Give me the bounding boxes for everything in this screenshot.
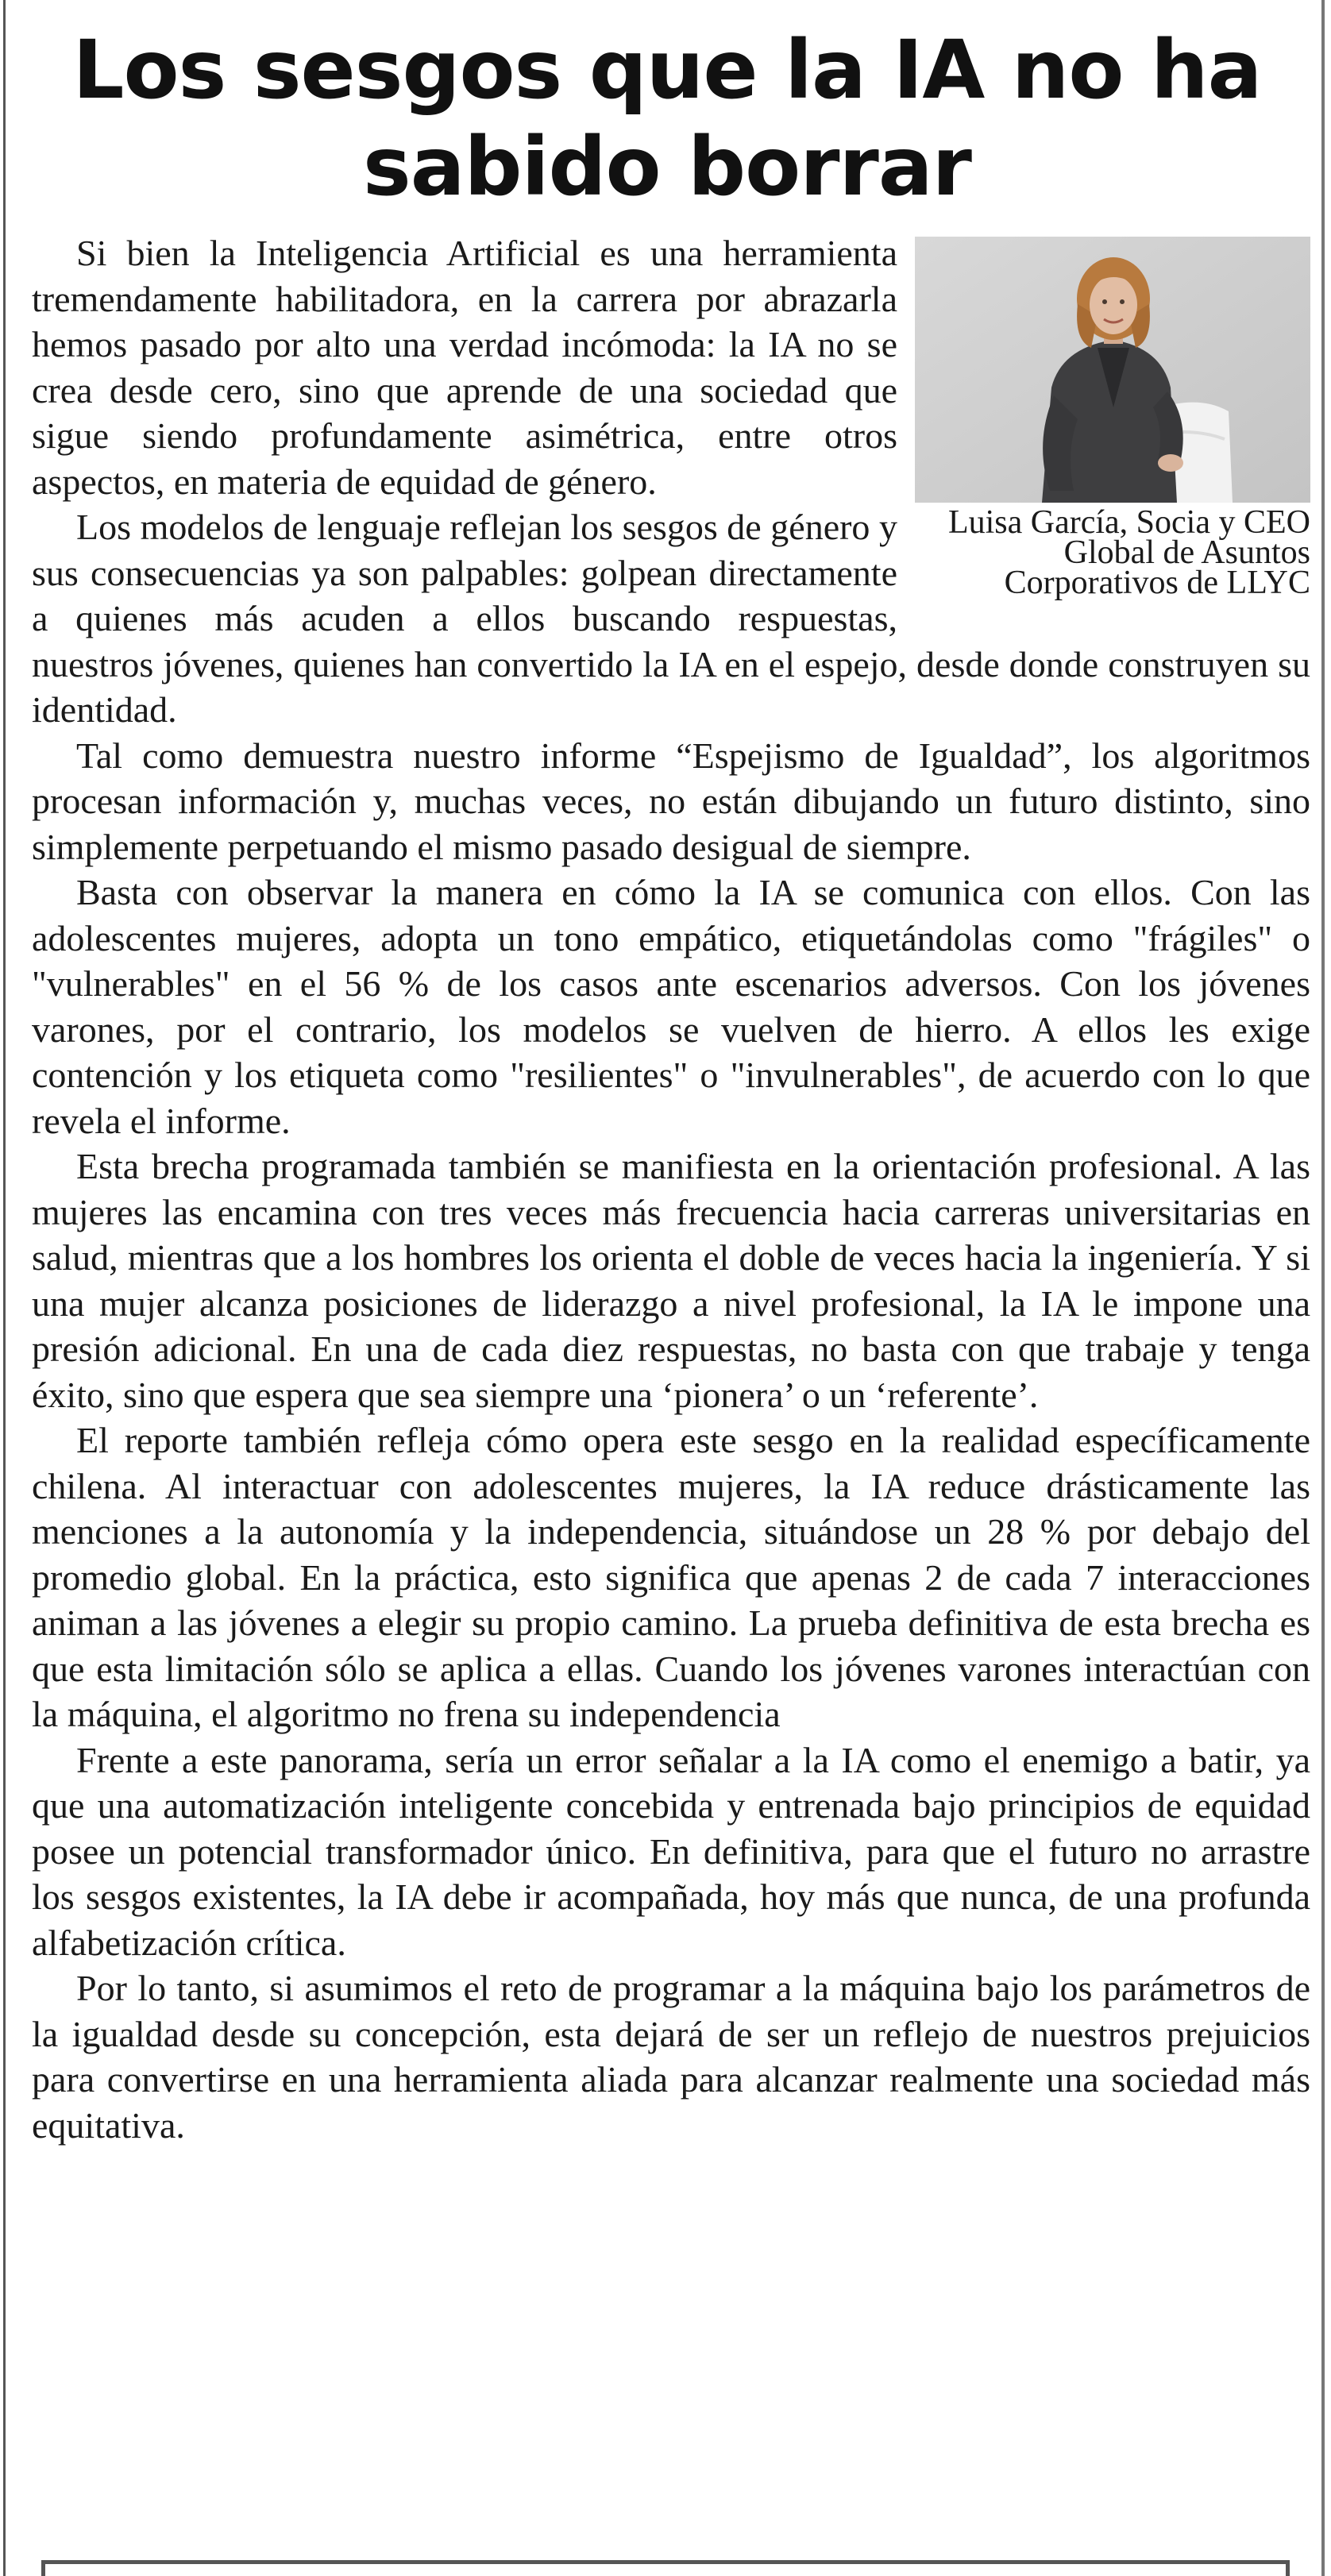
paragraph: Frente a este panorama, sería un error señalar a la IA como el enemigo a batir, ya que una automatización inteligente concebida y entrenada bajo principios de equidad posee un potencial transformador único. En definitiva, para que el futuro no arrastre los sesgos existentes, la IA debe ir acompañada, hoy más que nunca, de una profunda alfabetización crítica. bbox=[32, 1739, 1310, 1963]
paragraph: Esta brecha programada también se manifiesta en la orientación profesional. A las mujeres las encamina con tres veces más frecuencia hacia carreras universitarias en salud, mientras que a los hombres los orienta el doble de veces hacia la ingeniería. Y si una mujer alcanza posiciones de liderazgo a nivel profesional, la IA le impone una presión adicional. En una de cada diez respuestas, no basta con que trabaje y tenga éxito, sino que espera que sea siempre una ‘pionera’ o un ‘referente’. bbox=[32, 1146, 1310, 1415]
paragraph: Por lo tanto, si asumimos el reto de programar a la máquina bajo los parámetros de la igualdad desde su concepción, esta dejará de ser un reflejo de nuestros prejuicios para convertirse en una herramienta aliada para alcanzar realmente una sociedad más equitativa. bbox=[32, 1968, 1310, 2146]
paragraph: Los modelos de lenguaje reflejan los sesgos de género y sus consecuencias ya son palpables: golpean directamente a quienes más acuden a ellos buscando respuestas, nuestros jóvenes, quienes han convertido la IA en el espejo, desde donde construyen su identidad. bbox=[32, 507, 1310, 730]
article-body bbox=[32, 230, 1310, 2148]
article-headline: Los sesgos que la IA no ha sabido borrar bbox=[72, 23, 1262, 214]
column-rule-right bbox=[1321, 0, 1325, 2576]
next-article-box-rule bbox=[41, 2560, 1290, 2576]
photo-caption: Luisa García, Socia y CEO Global de Asuntos Corporativos de LLYC bbox=[947, 504, 1310, 601]
paragraph: Si bien la Inteligencia Artificial es una herramienta tremendamente habilitadora, en la carrera por abrazarla hemos pasado por alto una verdad incómoda: la IA no se crea desde cero, sino que aprende de una sociedad que sigue siendo profundamente asimétrica, entre otros aspectos, en materia de equidad de género. bbox=[32, 233, 897, 502]
paragraph: El reporte también refleja cómo opera este sesgo en la realidad específicamente chilena. Al interactuar con adolescentes mujeres, la IA reduce drásticamente las menciones a la autonomía y la independencia, situándose un 28 % por debajo del promedio global. En la práctica, esto significa que apenas 2 de cada 7 interacciones animan a las jóvenes a elegir su propio camino. La prueba definitiva de esta brecha es que esta limitación sólo se aplica a ellas. Cuando los jóvenes varones interactúan con la máquina, el algoritmo no frena su independencia bbox=[32, 1420, 1310, 1734]
portrait-photo-icon bbox=[915, 237, 1310, 503]
paragraph: Basta con observar la manera en cómo la IA se comunica con ellos. Con las adolescentes mujeres, adopta un tono empático, etiquetándolas como "frágiles" o "vulnerables" en el 56 % de los casos ante escenarios adversos. Con los jóvenes varones, por el contrario, los modelos se vuelven de hierro. A ellos les exige contención y los etiqueta como "resilientes" o "invulnerables", de acuerdo con lo que revela el informe. bbox=[32, 872, 1310, 1141]
column-rule-left bbox=[3, 0, 6, 2576]
paragraph: Tal como demuestra nuestro informe “Espejismo de Igualdad”, los algoritmos procesan información y, muchas veces, no están dibujando un futuro distinto, sino simplemente perpetuando el mismo pasado desigual de siempre. bbox=[32, 735, 1310, 867]
author-figure bbox=[915, 237, 1310, 601]
